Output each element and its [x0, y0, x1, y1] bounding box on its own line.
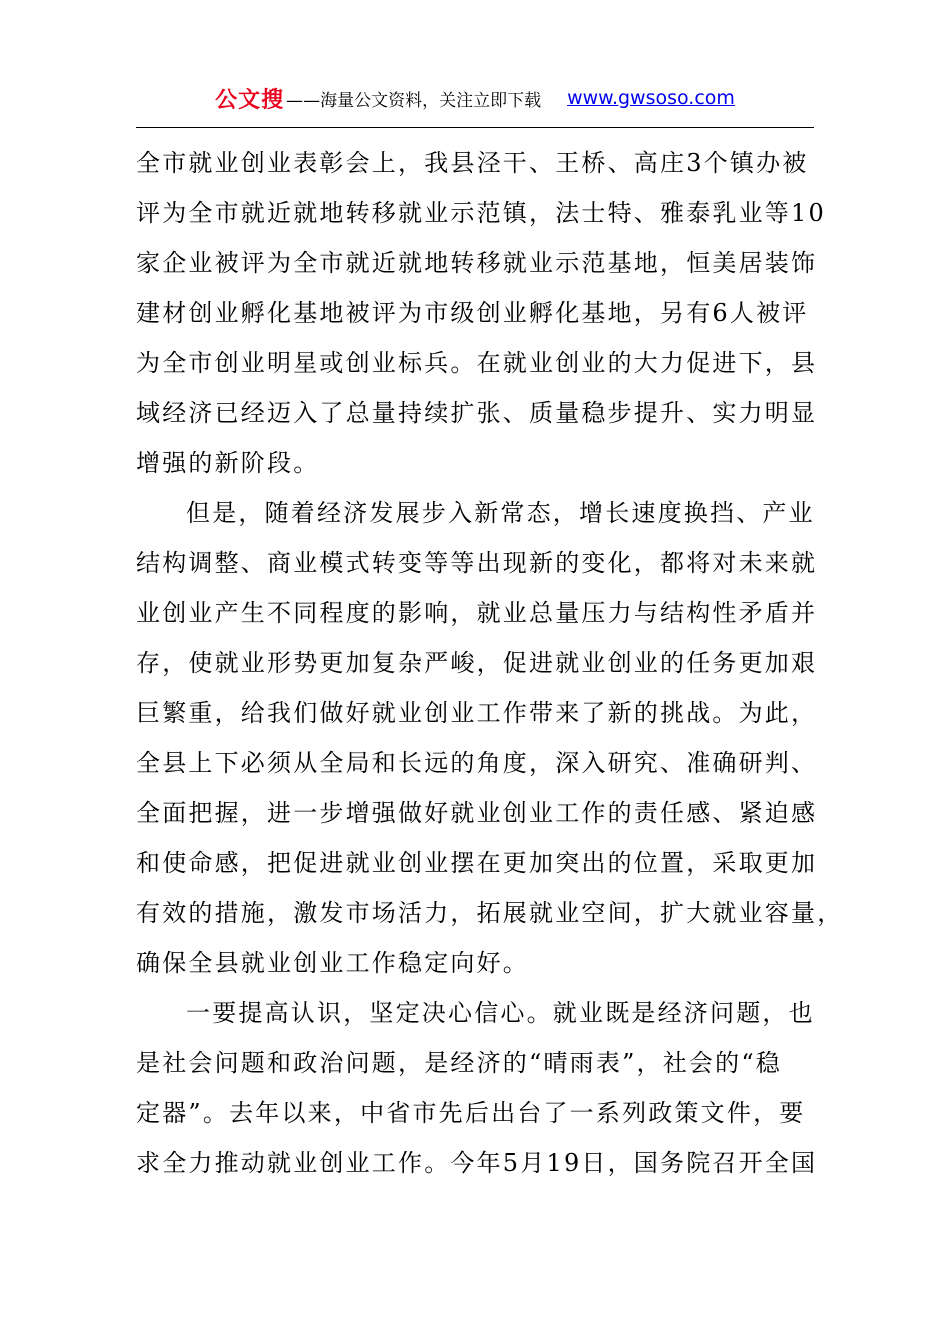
text-line: 求全力推动就业创业工作。今年5月19日，国务院召开全国 — [136, 1149, 818, 1177]
text-line: 域经济已经迈入了总量持续扩张、质量稳步提升、实力明显 — [136, 399, 818, 427]
header-divider — [136, 127, 814, 128]
text-line: 评为全市就近就地转移就业示范镇，法士特、雅泰乳业等10 — [136, 199, 826, 227]
text-line: 是社会问题和政治问题，是经济的“晴雨表”，社会的“稳 — [136, 1049, 783, 1077]
text-line: 全面把握，进一步增强做好就业创业工作的责任感、紧迫感 — [136, 799, 818, 827]
header-tagline: ——海量公文资料，关注立即下载 — [286, 90, 542, 111]
text-line: 存，使就业形势更加复杂严峻，促进就业创业的任务更加艰 — [136, 649, 818, 677]
text-line: 结构调整、商业模式转变等等出现新的变化，都将对未来就 — [136, 549, 818, 577]
text-line: 定器”。去年以来，中省市先后出台了一系列政策文件，要 — [136, 1099, 806, 1127]
brand-logo-text: 公文搜 — [215, 87, 285, 113]
text-line: 有效的措施，激发市场活力，拓展就业空间，扩大就业容量， — [136, 899, 844, 927]
text-line: 增强的新阶段。 — [136, 449, 320, 477]
text-line: 全市就业创业表彰会上，我县泾干、王桥、高庄3个镇办被 — [136, 149, 809, 177]
text-line: 业创业产生不同程度的影响，就业总量压力与结构性矛盾并 — [136, 599, 818, 627]
text-line: 家企业被评为全市就近就地转移就业示范基地，恒美居装饰 — [136, 249, 818, 277]
text-line: 和使命感，把促进就业创业摆在更加突出的位置，采取更加 — [136, 849, 818, 877]
document-body — [136, 138, 844, 1188]
website-link[interactable]: www.gwsoso.com — [567, 87, 735, 109]
text-line: 为全市创业明星或创业标兵。在就业创业的大力促进下，县 — [136, 349, 818, 377]
text-line: 但是，随着经济发展步入新常态，增长速度换挡、产业 — [186, 499, 815, 527]
page-header — [136, 78, 814, 118]
text-line: 一要提高认识，坚定决心信心。就业既是经济问题，也 — [186, 999, 815, 1027]
text-line: 全县上下必须从全局和长远的角度，深入研究、准确研判、 — [136, 749, 818, 777]
text-line: 巨繁重，给我们做好就业创业工作带来了新的挑战。为此， — [136, 699, 818, 727]
text-line: 建材创业孵化基地被评为市级创业孵化基地，另有6人被评 — [136, 299, 809, 327]
text-line: 确保全县就业创业工作稳定向好。 — [136, 949, 529, 977]
